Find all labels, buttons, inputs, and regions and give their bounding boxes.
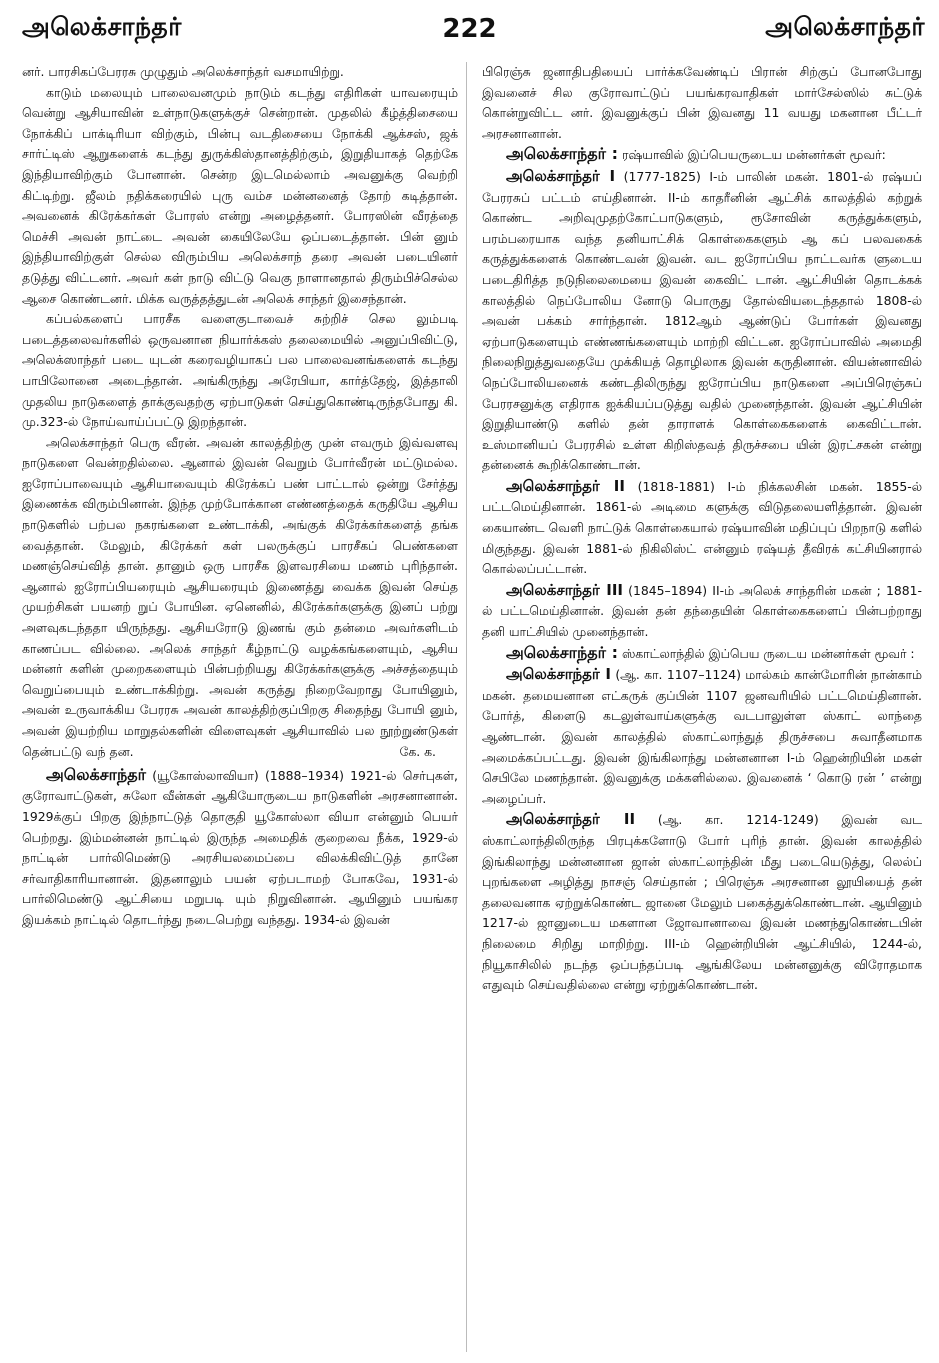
page-number: 222	[442, 14, 497, 44]
entry-alexander-2-russia	[482, 476, 922, 580]
entry-subhead: அலெக்சாந்தர் I	[506, 665, 611, 684]
entry-headword: அலெக்சாந்தர் :	[506, 642, 618, 662]
entry-scotland	[482, 643, 922, 665]
author-signature: கே. க.	[399, 744, 436, 760]
entry-text: (1818-1881) I-ம் நிக்கலசின் மகன். 1855-ல் பட்டமெய்தினான். 1861-ல் அடிமை களுக்கு விடுதலையளித்தான். இவன் கையாண்ட வெளி நாட்டுக் கொள்கையால் ரஷ்யாவின் மதிப்புப் பிறநாடு களில் மிகுந்தது. இவன் 1881-ல் நிகிலிஸ்ட் என்னும் ரஷ்யத் தீவிரக் கட்சியினரால் கொல்லப்பட்டான்.	[482, 478, 922, 577]
left-column	[22, 62, 458, 1352]
entry-text: (ஆ. கா. 1107–1124) மால்கம் கான்மோரின் நான்காம் மகன். தமையனான எட்கருக் குப்பின் 1107 ஜனவரியில் பட்டமெய்தினான். போர்த், கிளைடு கடலுள்வாய்களுக்கு வடபாலுள்ள ஸ்காட் லாந்தை ஆண்டான். இவன் காலத்தில் ஸ்காட்லாந்துத் திருச்சபை சுவாதீனமாக அமைக்கப்பட்டது. இவன் இங்கிலாந்து மன்னனான I-ம் ஹென்றியின் மகள் செபிலே மணந்தான். இவனுக்கு மக்களில்லை. இவனைக் ‘ கொடு ரன் ’ என்று அழைப்பர்.	[482, 667, 922, 806]
running-title-left: அலெக்சாந்தர்	[22, 12, 182, 41]
entry-subhead: அலெக்சாந்தர் II	[506, 476, 625, 495]
entry-text: (யூகோஸ்லாவியா) (1888–1934) 1921-ல் செர்புகள், குரோவாட்டுகள், சுலோ வீன்கள் ஆகியோருடைய நாடுகளின் அரசனானான். 1929க்குப் பிறகு இந்நாட்டுத் தொகுதி யூகோஸ்லா வியா என்னும் பெயர் பெற்றது. இம்மன்னன் நாட்டில் இருந்த அமைதிக் குறைவை நீக்க, 1929-ல் நாட்டின் பார்லிமெண்டு அரசியலமைப்பை விலக்கிவிட்டுத் தானே சர்வாதிகாரியானான். இதனாலும் பயன் ஏற்படாமற் போகவே, 1931-ல் பார்லிமெண்டு ஆட்சியை மறுபடி யும் நிறுவினான். ஆயினும் பயங்கர இயக்கம் நாட்டில் தொடர்ந்து நடைபெற்று வந்தது. 1934-ல் இவன்	[22, 767, 458, 927]
entry-russia	[482, 144, 922, 166]
running-title-right: அலெக்சாந்தர்	[765, 12, 925, 41]
paragraph: னர். பாரசிகப்பேரரசு முழுதும் அலெக்சாந்தர் வசமாயிற்று.	[22, 64, 344, 79]
entry-alexander-2-scotland	[482, 809, 922, 995]
entry-headword: அலெக்சாந்தர்	[46, 764, 147, 784]
paragraph: பிரெஞ்சு ஜனாதிபதியைப் பார்க்கவேண்டிப் பிரான் சிற்குப் போனபோது இவனைச் சில குரோவாட்டுப் பயங்கரவாதிகள் மார்சேல்ஸில் சுட்டுக் கொன்றுவிட்ட னர். இவனுக்குப் பின் இவனது 11 வயது மகனான பீட்டர் அரசனானான்.	[482, 64, 922, 141]
entry-text: (ஆ. கா. 1214-1249) இவன் வட ஸ்காட்லாந்திலிருந்த பிரபுக்களோடு போர் புரிந் தான். இவன் காலத்தில் இங்கிலாந்து மன்னனான ஜான் ஸ்காட்லாந்தின் மீது படையெடுத்து, லெல்ப் புறங்களை அழித்து நாசஞ் செய்தான் ; பிரெஞ்சு அரசனான லூயியைத் தன் தலைவனாக ஏற்றுக்கொண்ட ஜானை மேலும் பகைத்துக்கொண்டான். ஆயினும் 1217-ல் ஜானுடைய மகளான ஜோவானாவை இவன் மணந்துகொண்டபின் நிலைமை சிறிது மாறிற்று. III-ம் ஹென்றியின் ஆட்சியில், 1244-ல், நியூகாசிலில் நடந்த ஒப்பந்தப்படி ஆங்கிலேய மன்னனுக்கு விரோதமாக எதுவும் செய்வதில்லை என்று ஏற்றுக்கொண்டான்.	[482, 812, 922, 993]
entry-yugoslavia	[22, 765, 458, 931]
entry-headword: அலெக்சாந்தர் :	[506, 144, 618, 164]
paragraph: காடும் மலையும் பாலைவனமும் நாடும் கடந்து எதிரிகள் யாவரையும் வென்று ஆசியாவின் உள்நாடுகளுக்குச் சென்றான். முதலில் கீழ்த்திசையை நோக்கிப் பாக்டிரியா விற்கும், பின்பு வடதிசையை நோக்கி ஆக்சஸ், ஜக் சார்ட்டிஸ் ஆறுகளைக் கடந்து துருக்கிஸ்தானத்திற்கும், இறுதியாகத் தெற்கே இந்தியாவிற்கும் போனான். சென்ற இடமெல்லாம் அவனுக்கு வெற்றி கிட்டிற்று. ஜீலம் நதிக்கரையில் புரு வம்ச மன்னனைத் தோற் கடித்தான். அவனைக் கிரேக்கர்கள் போரஸ் என்று அழைத்தனர். போரஸின் வீரத்தை மெச்சி அவன் நாட்டை அவன் கையிலேயே ஒப்படைத்தான். பின் னும் இந்தியாவிற்குள் செல்ல விரும்பிய அலெக்சாந் தரை அவன் படையினர் தடுத்து விட்டனர். அவர் கள் நாடு விட்டு வெகு நாளானதால் திரும்பிச்செல்ல ஆசை கொண்டனர். மிக்க வருத்தத்துடன் அலெக் சாந்தர் இசைந்தான்.	[22, 84, 458, 306]
entry-subhead: அலெக்சாந்தர் I	[506, 166, 616, 185]
column-divider	[466, 62, 467, 1352]
right-column	[482, 62, 922, 1352]
entry-text: ஸ்காட்லாந்தில் இப்பெய ருடைய மன்னர்கள் மூவர் :	[621, 645, 915, 661]
entry-subhead: அலெக்சாந்தர் II	[506, 810, 636, 829]
paragraph: அலெக்சாந்தர் பெரு வீரன். அவன் காலத்திற்கு முன் எவரும் இவ்வளவு நாடுகளை வென்றதில்லை. ஆனால் இவன் வெறும் போர்வீரன் மட்டுமல்ல. ஐரோப்பாவையும் ஆசியாவையும் கிரேக்கப் பண் பாட்டால் ஒன்று சேர்த்து இணைக்க விரும்பினான். இந்த முற்போக்கான எண்ணத்தைக் கருதியே ஆசிய நாடுகளில் பற்பல நகரங்களை உண்டாக்கி, அங்குக் கிரேக்கர்களைத் தங்க வைத்தான். மேலும், கிரேக்கர் கள் பலருக்குப் பாரசீகப் பெண்களை மணஞ்செய்வித் தான். தானும் ஒரு பாரசீக இளவரசியை மணம் புரிந்தான். ஆனால் ஐரோப்பியரையும் ஆசியரையும் இணைத்து வைக்க இவன் செய்த முயற்சிகள் பயனற் றுப் போயின. ஏனெனில், கிரேக்கர்களுக்கு இனப் பற்று அளவுகடந்ததா யிருந்தது. ஆசியரோடு இணங் கும் தன்மை அவர்களிடம் காணப்பட வில்லை. அலெக் சாந்தர் கீழ்நாட்டு வழக்கங்களையும், ஆசிய மன்னர் களின் முறைகளையும் பின்பற்றியது கிரேக்கர்களுக்கு அச்சத்தையும் வெறுப்பையும் உண்டாக்கிற்று. அவன் கருத்து நிறைவேறாது போயினும், அவன் உருவாக்கிய பேரரசு அவன் காலத்திற்குப்பிறகு சிதைந்து போயி னும், அவன் இயற்றிய மாறுதல்களின் விளைவுகள் ஆசியாவில் பல நூற்றுண்டுகள் தென்பட்டு வந் தன.	[22, 434, 458, 759]
entry-alexander-3-russia	[482, 580, 922, 643]
entry-alexander-1-scotland	[482, 664, 922, 809]
entry-text: ரஷ்யாவில் இப்பெயருடைய மன்னர்கள் மூவர்:	[621, 147, 886, 163]
paragraph: கப்பல்களைப் பாரசீக வளைகுடாவைச் சுற்றிச் செல லும்படி படைத்தலைவர்களில் ஒருவனான நியார்க்கஸ் தலைமையில் அனுப்பிவிட்டு, அலெக்ஸாந்தர் படை யுடன் கரைவழியாகப் பல பாலைவனங்களைக் கடந்து பாபிலோனை அடைந்தான். அங்கிருந்து அரேபியா, கார்த்தேஜ், இத்தாலி முதலிய நாடுகளைத் தாக்குவதற்கு ஏற்பாடுகள் செய்துகொண்டிருந்தபோது கி. மு.323-ல் நோய்வாய்ப்பட்டு இறந்தான்.	[22, 311, 458, 430]
running-header	[0, 6, 939, 50]
entry-subhead: அலெக்சாந்தர் III	[506, 580, 623, 599]
entry-text: (1845–1894) II-ம் அலெக் சாந்தரின் மகன் ; 1881-ல் பட்டமெய்தினான். இவன் தன் தந்தையின் கொள்கைகளைப் பின்பற்றாது தனி யாட்சியில் முனைந்தான்.	[482, 582, 922, 640]
entry-alexander-1-russia	[482, 166, 922, 476]
entry-text: (1777-1825) I-ம் பாலின் மகன். 1801-ல் ரஷ்யப் பேரரசுப் பட்டம் எய்தினான். II-ம் காதரீனின் ஆட்சிக் காலத்தில் கற்றுக் கொண்ட அறிவுமுதற்கோட்பாடுகளும், ரூசோவின் கருத்துக்களும், பரம்பரையாக வந்த தனியாட்சிக் கொள்கைகளும் ஆ கப் பலவகைக் கருத்துக்களைக் கொண்டவன் இவன். வட ஐரோப்பிய நாட்டவர்க ளுடைய படைதிரித்த நடுநிலைமையை இவன் கைவிட் டான். ஆட்சியின் தொடக்கக் காலத்தில் நெப்போலிய னோடு பொருது தோல்வியடைந்ததால் 1808-ல் அவன் பக்கம் சார்ந்தான். 1812ஆம் ஆண்டுப் போர்கள் இவனது ஏற்பாடுகளையும் எண்ணங்களையும் மாற்றி விட்டன. ஐரோப்பாவில் அமைதி நிலைநிறுத்துவதையே முக்கியத் தொழிலாக இவன் கருதினான். வியன்னாவில் நெப்போலியனைக் கண்டதிலிருந்து ஐரோப்பிய நாடுகளை அப்பிரெஞ்சுப் பேரரசனுக்கு எதிராக ஐக்கியப்படுத்து வதில் முனைந்தான். இவன் ஆட்சியின் இறுதியாண்டு களில் தன் தாராளக் கொள்கைகளைக் கைவிட்டான். உஸ்மானியப் பேரரசில் உள்ள கிறிஸ்தவத் திருச்சபை யின் இரட்சகன் என்று தன்னைக் கூறிக்கொண்டான்.	[482, 168, 922, 473]
